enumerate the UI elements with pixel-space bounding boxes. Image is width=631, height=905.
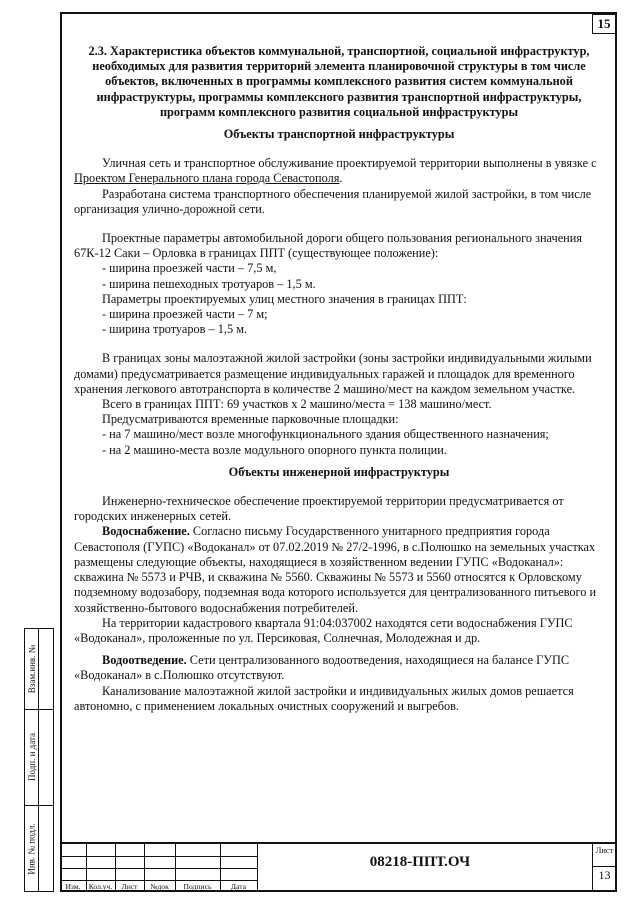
side-label-vzam: Взам.инв. №: [27, 644, 37, 694]
col-ndok: №док: [150, 882, 169, 891]
temp-parking-item: - на 7 машино/мест возле многофункционального здания общественного назначения;: [102, 427, 549, 442]
temp-parking-intro: Предусматриваются временные парковочные площадки:: [102, 412, 399, 427]
sheet-number: 13: [598, 868, 611, 882]
side-stamp-strip: [24, 628, 54, 892]
local-streets-item: - ширина тротуаров – 1,5 м.: [102, 322, 248, 337]
water-supply-label: Водоснабжение.: [102, 524, 190, 539]
engineering-intro: Инженерно-техническое обеспечение проектируемой территории предусматривается от городских инженерных сетей.: [74, 494, 564, 524]
transport-paragraph-1: Уличная сеть и транспортное обслуживание проектируемой территории выполнены в увязке с Проектом Генерального плана города Севастополя.: [74, 156, 597, 186]
transport-paragraph-2: Разработана система транспортного обеспечения планируемой жилой застройки, в том числе организация улично-дорожной сети.: [74, 186, 592, 216]
page-number-box: 15: [592, 14, 616, 34]
side-label-podp: Подп. и дата: [27, 732, 37, 782]
document-code: 08218-ППТ.ОЧ: [369, 854, 471, 870]
local-streets-intro: Параметры проектируемых улиц местного значения в границах ППТ:: [102, 291, 467, 306]
water-supply-paragraph: Водоснабжение. Согласно письму Государственного унитарного предприятия города Севастополя (ГУПС) «Водоканал» от 07.02.2019 № 27/2-1996, в с.Полюшко на земельных участках размещены следующие объекты, находящиеся в хозяйственном ведении ГУПС «Водоканал»: скважина № 5573 и РЧВ, и скважина № 5560. Скважины № 5573 и 5560 относятся к Орловскому подземному водозабору, подземная вода которого используется для централизованного питьевого и хозяйственно-бытового водоснабжения потребителей.: [74, 524, 597, 615]
road-params-item: - ширина пешеходных тротуаров – 1,5 м.: [102, 276, 316, 291]
sewerage-paragraph-2: Канализование малоэтажной жилой застройки и индивидуальных жилых домов решается автономно, с применением локальных очистных сооружений и выгребов.: [74, 683, 574, 713]
sewerage-paragraph: Водоотведение. Сети централизованного водоотведения, находящиеся на балансе ГУПС «Водоканал» в с.Полюшко отсутствуют.: [74, 653, 570, 683]
engineering-heading: Объекты инженерной инфраструктуры: [228, 464, 450, 479]
col-kol-uch: Кол.уч.: [88, 882, 113, 891]
parking-total: Всего в границах ППТ: 69 участков х 2 машино/места = 138 машино/мест.: [102, 397, 492, 412]
parking-paragraph: В границах зоны малоэтажной жилой застройки (зоны застройки индивидуальными жилыми домами) предусматривается размещение индивидуальных гаражей и площадок для временного хранения легкового автотранспорта в количестве 2 машино/мест на каждом земельном участке.: [74, 351, 592, 396]
water-supply-paragraph-2: На территории кадастрового квартала 91:04:037002 находятся сети водоснабжения ГУПС «Водоканал», проложенные по ул. Персиковая, Солнечная, Молодежная и др.: [74, 615, 573, 645]
sheet-label: Лист: [595, 845, 614, 855]
sewerage-label: Водоотведение.: [102, 653, 187, 668]
col-list: Лист: [121, 882, 138, 891]
section-title: 2.3. Характеристика объектов коммунальной, транспортной, социальной инфраструктур, необходимых для развития территорий элемента планировочной структуры в том числе объектов, включенных в программы комплексного развития систем коммунальной инфраструктуры, программы комплексного развития транспортной инфраструктуры, программ комплексного развития социальной инфраструктуры: [88, 44, 590, 119]
col-data: Дата: [230, 882, 247, 891]
temp-parking-item: - на 2 машино-места возле модульного опорного пункта полиции.: [102, 442, 447, 457]
document-body: [74, 44, 604, 714]
local-streets-item: - ширина проезжей части – 7 м;: [102, 307, 268, 322]
general-plan-link: Проектом Генерального плана города Севастополя: [74, 171, 340, 186]
side-label-inv: Инв. № подл.: [27, 823, 37, 875]
transport-heading: Объекты транспортной инфраструктуры: [223, 127, 455, 142]
col-podpis: Подпись: [183, 882, 212, 891]
road-params-intro: Проектные параметры автомобильной дороги общего пользования регионального значения 67К-12 Саки – Орловка в границах ППТ (существующее положение):: [74, 231, 582, 261]
col-izm: Изм.: [65, 882, 81, 891]
road-params-item: - ширина проезжей части – 7,5 м,: [102, 261, 277, 276]
